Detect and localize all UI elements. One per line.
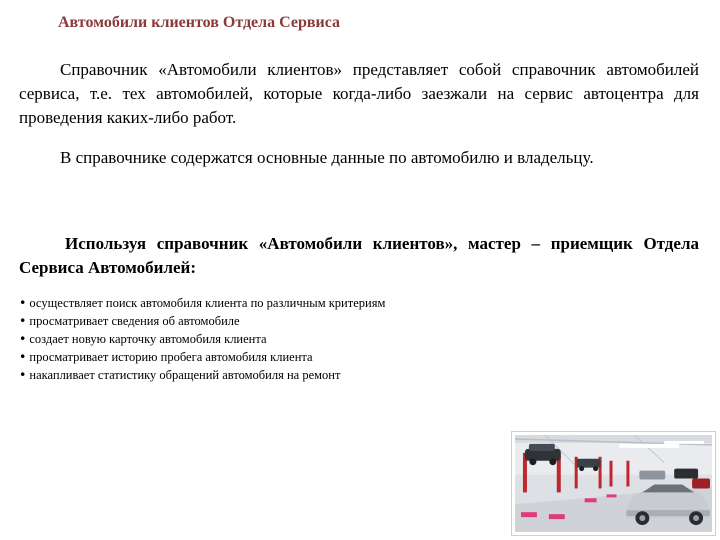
workshop-illustration	[515, 435, 712, 532]
bullet-icon: •	[19, 367, 27, 382]
list-item-text: просматривает сведения об автомобиле	[29, 314, 240, 328]
contents-paragraph: В справочнике содержатся основные данные по автомобилю и владельцу.	[60, 148, 594, 167]
list-item-text: просматривает историю пробега автомобиля клиента	[29, 350, 313, 364]
list-item-text: осуществляет поиск автомобиля клиента по различным критериям	[29, 296, 386, 310]
bullet-icon: •	[19, 295, 27, 310]
list-item	[19, 312, 699, 330]
slide-title: Автомобили клиентов Отдела Сервиса	[58, 14, 341, 31]
usage-paragraph: Используя справочник «Автомобили клиентов», мастер – приемщик Отдела Сервиса Автомобилей:	[19, 234, 699, 277]
intro-paragraph: Справочник «Автомобили клиентов» представляет собой справочник автомобилей сервиса, т.е. тех автомобилей, которые когда-либо заезжали на сервис автоцентра для проведения каких-либо работ.	[19, 60, 699, 127]
bullet-icon: •	[19, 349, 27, 364]
list-item	[19, 348, 699, 366]
list-item	[19, 330, 699, 348]
list-item	[19, 294, 699, 312]
bullet-icon: •	[19, 313, 27, 328]
car-service-workshop-photo	[511, 431, 716, 536]
list-item-text: накапливает статистику обращений автомобиля на ремонт	[29, 368, 341, 382]
feature-list	[19, 294, 699, 384]
bullet-icon: •	[19, 331, 27, 346]
list-item-text: создает новую карточку автомобиля клиента	[29, 332, 267, 346]
list-item	[19, 366, 699, 384]
